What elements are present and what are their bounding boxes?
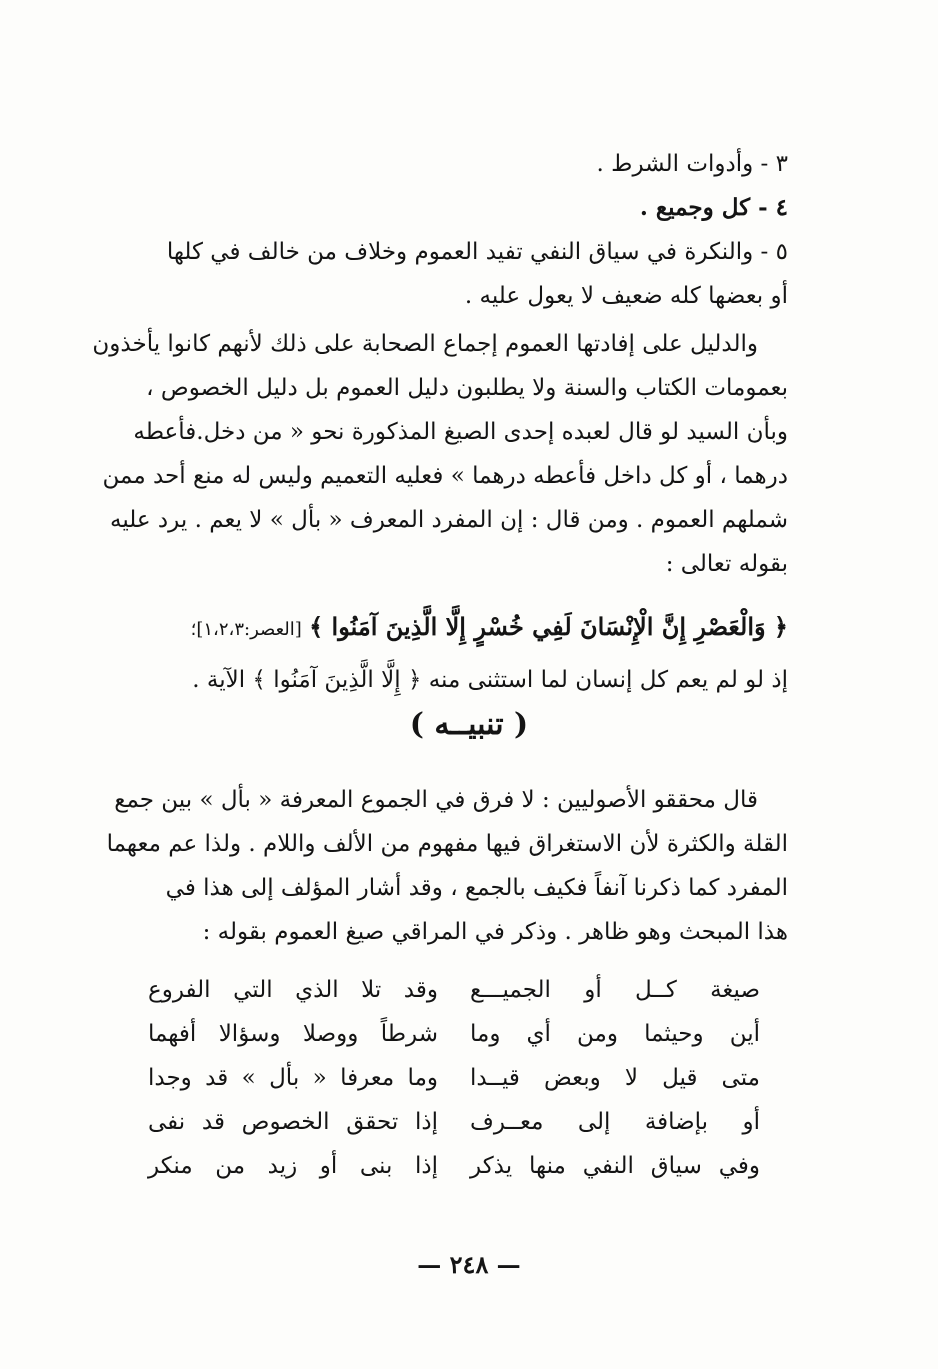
- paragraph-line: شملهم العموم . ومن قال : إن المفرد المعرف « بأل » لا يعم . يرد عليه: [110, 507, 788, 533]
- poem-verse: [148, 1100, 760, 1144]
- poem: [148, 968, 760, 1188]
- poem-second-hemistich: وما معرفا « بأل » قد وجدا: [148, 1065, 438, 1091]
- note-paragraph: [106, 778, 788, 954]
- poem-second-hemistich: إذا بنى أو زيد من منكر: [148, 1153, 438, 1179]
- poem-verse: [148, 1144, 760, 1188]
- paragraph-line: القلة والكثرة لأن الاستغراق فيها مفهوم من الألف واللام . ولذا عم معهما: [106, 831, 788, 857]
- quran-verse-block: [148, 602, 788, 705]
- poem-first-hemistich: وفي سياق النفي منها يذكر: [470, 1153, 760, 1179]
- paragraph-line: بعمومات الكتاب والسنة ولا يطلبون دليل العموم بل دليل الخصوص ،: [146, 375, 788, 401]
- paragraph-line: قال محققو الأصوليين : لا فرق في الجموع المعرفة « بأل » بين جمع: [114, 787, 758, 813]
- paragraph-line: المفرد كما ذكرنا آنفاً فكيف بالجمع ، وقد أشار المؤلف إلى هذا في: [165, 875, 788, 901]
- list-item: أو بعضها كله ضعيف لا يعول عليه .: [464, 283, 788, 309]
- poem-first-hemistich: متى قيل لا وبعض قيــدا: [470, 1065, 760, 1091]
- verse-line: [148, 602, 788, 655]
- quran-verse: ﴿ وَالْعَصْرِ إِنَّ الْإِنْسَانَ لَفِي خُسْرٍ إِلَّا الَّذِينَ آمَنُوا ﴾: [309, 612, 788, 641]
- poem-second-hemistich: إذا تحقق الخصوص قد نفى: [148, 1109, 438, 1135]
- poem-second-hemistich: شرطاً ووصلا وسؤالا أفهما: [148, 1021, 438, 1047]
- paragraph-line: بقوله تعالى :: [665, 551, 788, 577]
- poem-first-hemistich: أين وحيثما ومن أي وما: [470, 1021, 760, 1047]
- paragraph-line: هذا المبحث وهو ظاهر . وذكر في المراقي صيغ العموم بقوله :: [202, 919, 788, 945]
- paragraph-line: درهما ، أو كل داخل فأعطه درهما » فعليه التعميم وليس له منع أحد ممن: [102, 463, 788, 489]
- list-item: ٤ - كل وجميع .: [639, 194, 788, 221]
- evidence-paragraph: [92, 322, 788, 586]
- verse-reference: [العصر:١،٢،٣]؛: [190, 619, 302, 640]
- paragraph-line: والدليل على إفادتها العموم إجماع الصحابة على ذلك لأنهم كانوا يأخذون: [92, 331, 758, 357]
- poem-first-hemistich: أو بإضافة إلى معــرف: [470, 1109, 760, 1135]
- poem-first-hemistich: صيغة كــل أو الجميـــع: [470, 977, 760, 1003]
- poem-verse: [148, 1012, 760, 1056]
- section-heading: ( تنبيــه ): [409, 707, 529, 742]
- page-number: — ٢٤٨ —: [417, 1250, 521, 1279]
- list-item: ٥ - والنكرة في سياق النفي تفيد العموم وخلاف من خالف في كلها: [166, 239, 788, 265]
- list-item: ٣ - وأدوات الشرط .: [596, 151, 788, 177]
- verse-explanation: إذ لو لم يعم كل إنسان لما استثنى منه ﴿ إِلَّا الَّذِينَ آمَنُوا ﴾ الآية .: [192, 667, 788, 693]
- poem-verse: [148, 1056, 760, 1100]
- list-section: [148, 142, 788, 318]
- poem-second-hemistich: وقد تلا الذي التي الفروع: [148, 977, 438, 1003]
- paragraph-line: وبأن السيد لو قال لعبده إحدى الصيغ المذكورة نحو « من دخل.فأعطه: [133, 419, 788, 445]
- poem-verse: [148, 968, 760, 1012]
